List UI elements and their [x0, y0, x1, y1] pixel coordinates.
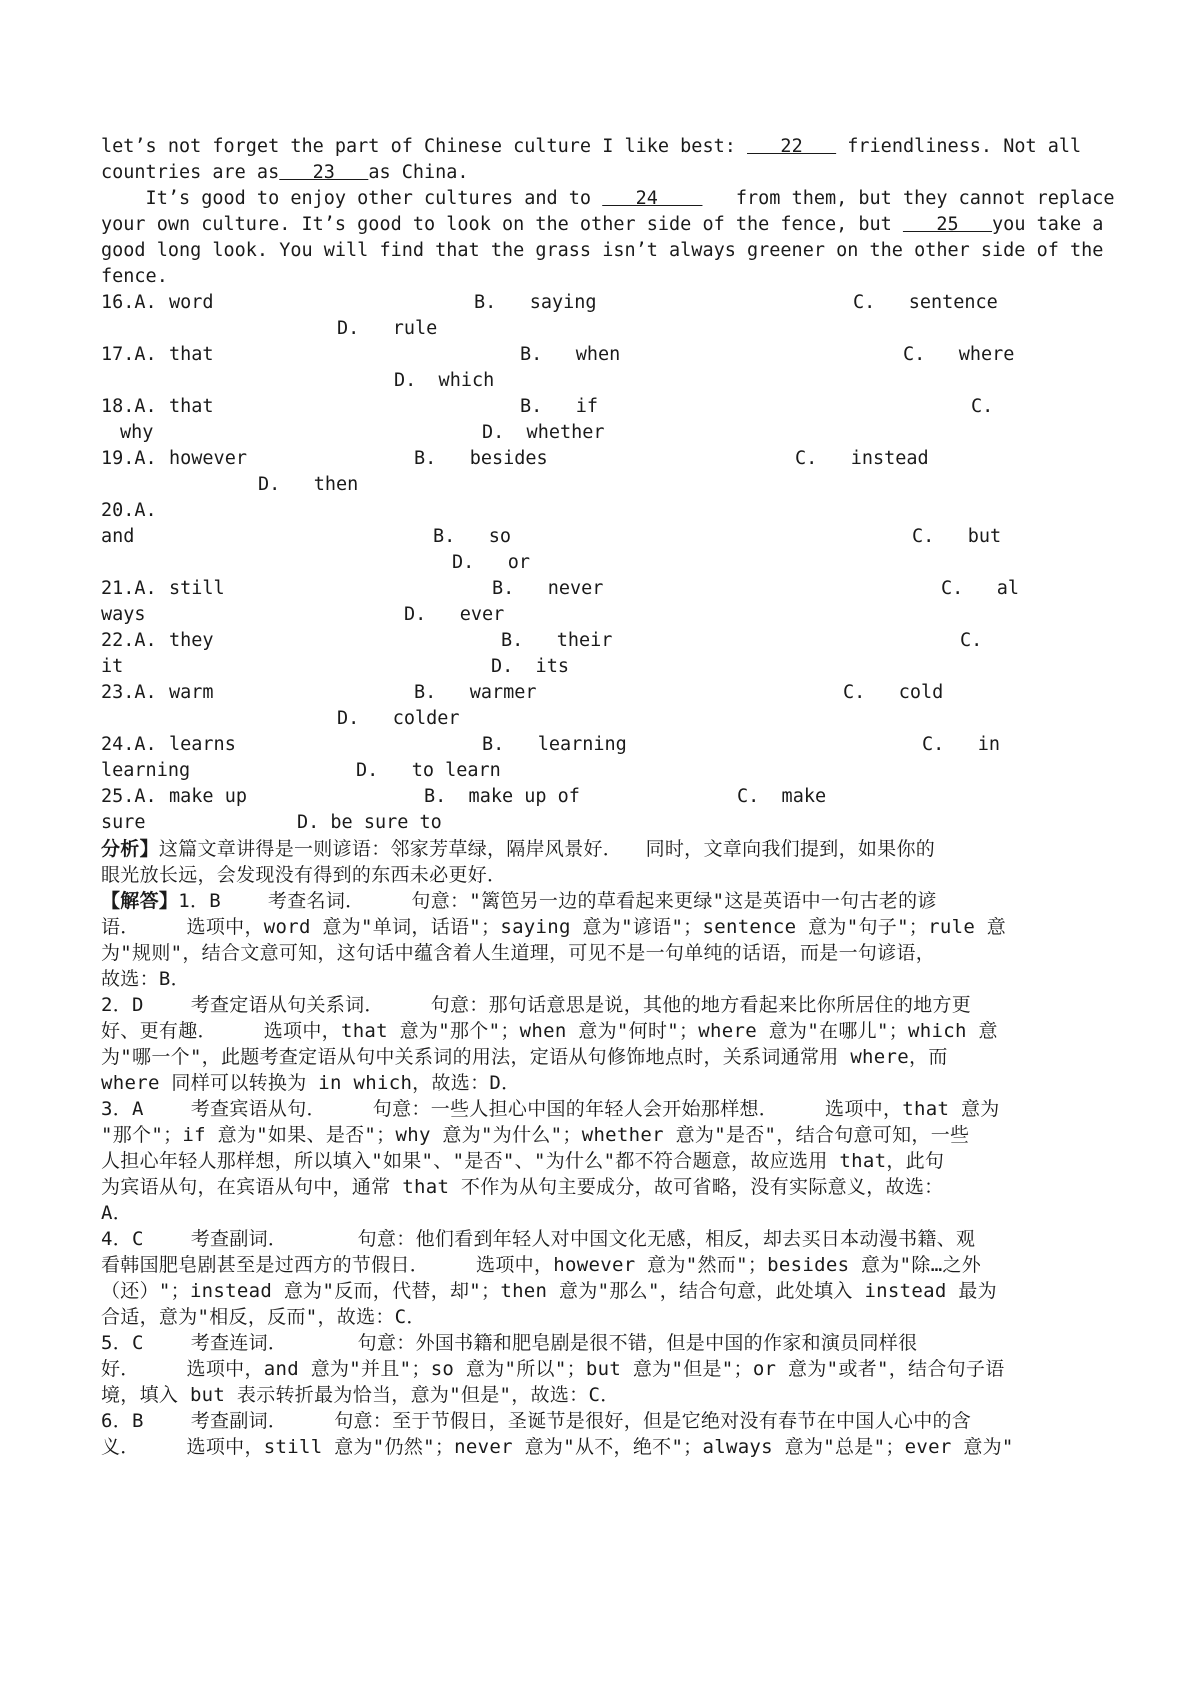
option-d: D. rule	[337, 318, 438, 339]
answer-line: 语． 选项中，word 意为"单词，话语"；saying 意为"谚语"；sentence 意为"句子"；rule 意	[101, 916, 1007, 938]
passage-text: your own culture. It’s good to look on the other side of the fence, but	[101, 214, 903, 235]
answer-line: where 同样可以转换为 in which，故选：D．	[101, 1072, 521, 1094]
option-d: D. whether	[482, 422, 605, 443]
passage-text: It’s good to enjoy other cultures and to	[101, 188, 603, 209]
passage-line: good long look. You will find that the grass isn’t always greener on the other side of the	[101, 240, 1104, 261]
answer-line: "那个"；if 意为"如果、是否"；why 意为"为什么"；whether 意为"是否"，结合句意可知，一些	[101, 1124, 970, 1146]
answer-line: （还）"；instead 意为"反而，代替，却"；then 意为"那么"，结合句意，此处填入 instead 最为	[101, 1280, 997, 1302]
option-a: they	[169, 630, 214, 651]
answer-line: 5．C 考查连词． 句意：外国书籍和肥皂剧是很不错，但是中国的作家和演员同样很	[101, 1332, 918, 1354]
answer-line: 故选：B．	[101, 968, 190, 990]
option-c-text: sure	[101, 812, 146, 833]
passage-text: as China.	[368, 162, 469, 183]
option-d: D. ever	[404, 604, 505, 625]
answer-line	[101, 888, 937, 914]
option-b: B. if	[520, 396, 598, 417]
option-b: B. when	[520, 344, 621, 365]
option-a: however	[169, 448, 247, 469]
passage-line: fence.	[101, 266, 168, 287]
answer-line: 6．B 考查副词． 句意：至于节假日，圣诞节是很好，但是它绝对没有春节在中国人心中的含	[101, 1410, 972, 1432]
answer-line: 为"哪一个"，此题考查定语从句中关系词的用法，定语从句修饰地点时，关系词通常用 where，而	[101, 1046, 948, 1068]
answer-line: 人担心年轻人那样想，所以填入"如果"、"是否"、"为什么"都不符合题意，故应选用 that，此句	[101, 1150, 945, 1172]
option-c: C. where	[903, 344, 1015, 365]
option-d: D. or	[452, 552, 530, 573]
option-c: C.	[960, 630, 983, 651]
question-number: 17.A.	[101, 344, 157, 365]
question-number: 21.A.	[101, 578, 157, 599]
answer-line: 4．C 考查副词． 句意：他们看到年轻人对中国文化无感，相反，却去买日本动漫书籍、观	[101, 1228, 976, 1250]
answer-line: 为宾语从句，在宾语从句中，通常 that 不作为从句主要成分，故可省略，没有实际意义，故选：	[101, 1176, 944, 1198]
option-a: warm	[169, 682, 214, 703]
option-c: C. make	[737, 786, 827, 807]
option-c: C. in	[922, 734, 1000, 755]
option-c: C. al	[941, 578, 1019, 599]
option-b: B. saying	[474, 292, 597, 313]
passage-line	[101, 186, 1115, 212]
option-d: D. which	[394, 370, 495, 391]
question-number: 16.A.	[101, 292, 157, 313]
question-number: 22.A.	[101, 630, 157, 651]
option-a: that	[169, 396, 214, 417]
passage-line	[101, 212, 1103, 238]
answer-line: 2．D 考查定语从句关系词． 句意：那句话意思是说，其他的地方看起来比你所居住的地方更	[101, 994, 972, 1016]
option-c-text: learning	[101, 760, 191, 781]
answer-text: 1．B 考查名词． 句意："篱笆另一边的草看起来更绿"这是英语中一句古老的谚	[178, 890, 937, 912]
option-d: D. colder	[337, 708, 460, 729]
answer-line: 境，填入 but 表示转折最为恰当，意为"但是"，故选：C．	[101, 1384, 620, 1406]
blank-24: 24	[602, 188, 703, 209]
passage-line	[101, 160, 469, 186]
answer-line: A．	[101, 1202, 133, 1224]
option-c: C. but	[912, 526, 1002, 547]
answer-line: 看韩国肥皂剧甚至是过西方的节假日． 选项中，however 意为"然而"；besides 意为"除…之外	[101, 1254, 982, 1276]
answer-line: 义． 选项中，still 意为"仍然"；never 意为"从不，绝不"；always 意为"总是"；ever 意为"	[101, 1436, 1014, 1458]
passage-text: friendliness. Not all	[836, 136, 1082, 157]
option-c-text: it	[101, 656, 124, 677]
analysis-text: 这篇文章讲得是一则谚语：邻家芳草绿，隔岸风景好． 同时，文章向我们提到，如果你的	[158, 838, 936, 860]
question-number: 19.A.	[101, 448, 157, 469]
passage-text: you take a	[992, 214, 1104, 235]
answer-label: 【解答】	[101, 890, 179, 912]
option-b: B. their	[501, 630, 613, 651]
question-number: 24.A.	[101, 734, 157, 755]
answer-line: 好、更有趣． 选项中，that 意为"那个"；when 意为"何时"；where 意为"在哪儿"；which 意	[101, 1020, 998, 1042]
blank-22: 22	[747, 136, 837, 157]
option-d: D. to learn	[356, 760, 501, 781]
analysis-line	[101, 836, 935, 862]
blank-25: 25	[902, 214, 993, 235]
option-c: C. cold	[843, 682, 944, 703]
option-c: C.	[971, 396, 994, 417]
option-b: B. warmer	[414, 682, 537, 703]
option-a: still	[169, 578, 225, 599]
question-number: 20.A.	[101, 500, 157, 521]
passage-text: countries are as	[101, 162, 280, 183]
option-c-text: ways	[101, 604, 146, 625]
question-number: 18.A.	[101, 396, 157, 417]
option-b: B. make up of	[424, 786, 580, 807]
option-b: B. learning	[482, 734, 627, 755]
option-a: learns	[169, 734, 236, 755]
option-c-text: why	[120, 422, 154, 443]
option-d: D. then	[258, 474, 359, 495]
blank-23: 23	[279, 162, 369, 183]
option-b: B. never	[492, 578, 604, 599]
answer-line: 好． 选项中，and 意为"并且"；so 意为"所以"；but 意为"但是"；or 意为"或者"，结合句子语	[101, 1358, 1005, 1380]
analysis-line: 眼光放长远，会发现没有得到的东西未必更好．	[101, 864, 507, 886]
passage-text: from them, but they cannot replace	[702, 188, 1115, 209]
question-number: 25.A.	[101, 786, 157, 807]
option-d: D. be sure to	[297, 812, 442, 833]
option-d: D. its	[491, 656, 569, 677]
passage-text: let’s not forget the part of Chinese culture I like best:	[101, 136, 748, 157]
answer-line: 合适，意为"相反，反而"，故选：C．	[101, 1306, 426, 1328]
answer-line: 为"规则"，结合文意可知，这句话中蕴含着人生道理，可见不是一句单纯的话语，而是一句谚语，	[101, 942, 936, 964]
analysis-label: 分析】	[101, 838, 159, 860]
answer-line: 3．A 考查宾语从句． 句意：一些人担心中国的年轻人会开始那样想． 选项中，that 意为	[101, 1098, 1000, 1120]
option-a: that	[169, 344, 214, 365]
question-number: 23.A.	[101, 682, 157, 703]
option-b: B. so	[433, 526, 511, 547]
option-a: and	[101, 526, 135, 547]
option-a: word	[169, 292, 214, 313]
option-c: C. sentence	[853, 292, 998, 313]
option-c: C. instead	[795, 448, 929, 469]
passage-line	[101, 134, 1081, 160]
option-a: make up	[169, 786, 247, 807]
option-b: B. besides	[414, 448, 548, 469]
